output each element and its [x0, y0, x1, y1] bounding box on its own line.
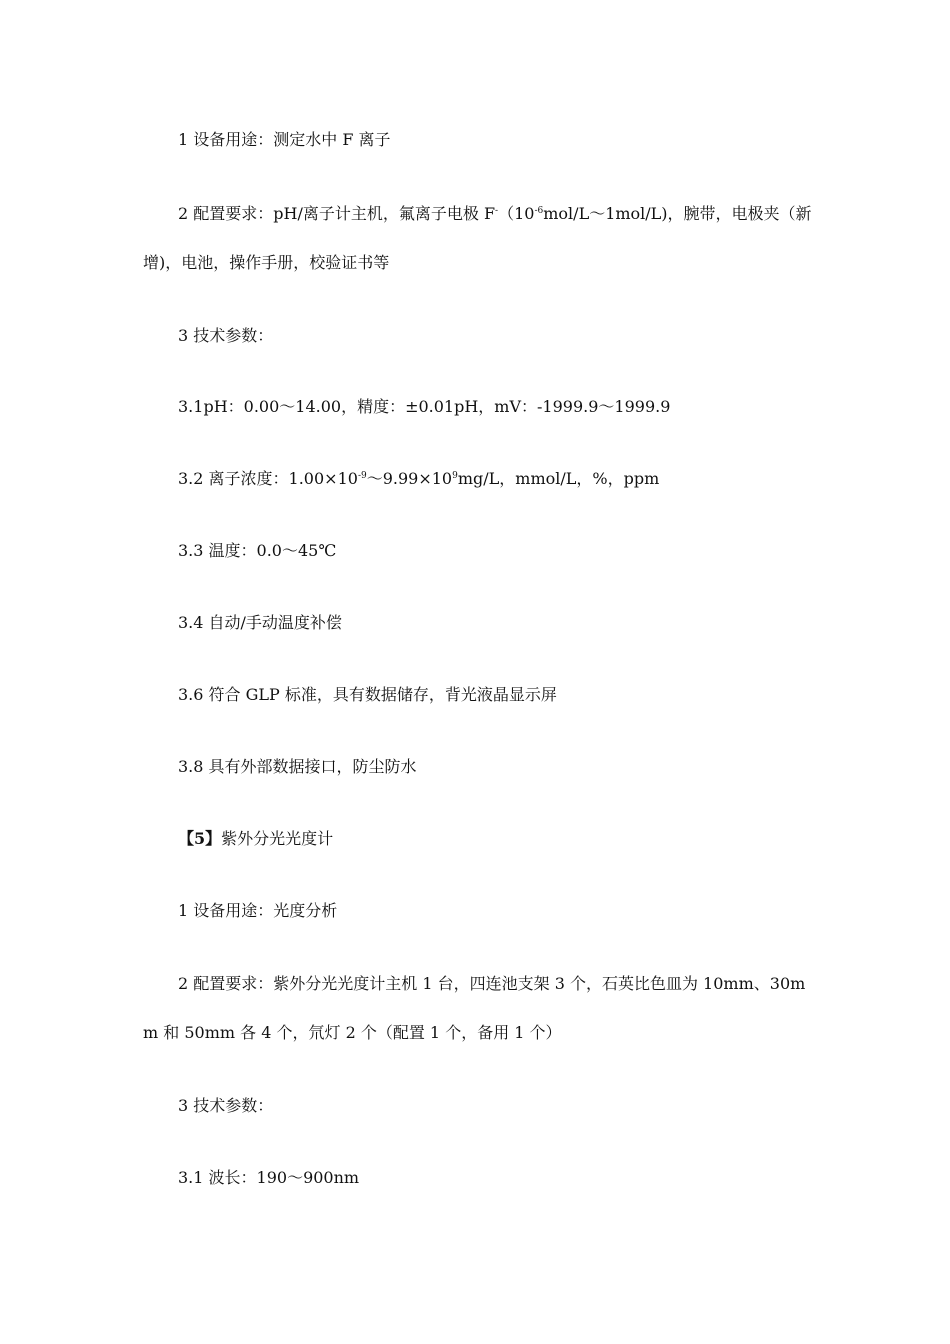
paragraph-device-use: 1 设备用途：测定水中 F 离子: [178, 130, 391, 149]
text: mg/L，mmol/L，%，ppm: [457, 469, 660, 488]
param-glp: 3.6 符合 GLP 标准，具有数据储存，背光液晶显示屏: [178, 685, 557, 704]
text: 3.2 离子浓度：1.00×10: [178, 469, 358, 488]
uv-config-line2: m 和 50mm 各 4 个，氘灯 2 个（配置 1 个，备用 1 个）: [143, 1023, 562, 1042]
param-ph: 3.1pH：0.00～14.00，精度：±0.01pH，mV：-1999.9～1999.9: [178, 397, 671, 416]
section-number: 【5】: [178, 829, 222, 848]
uv-heading-tech-params: 3 技术参数：: [178, 1096, 274, 1115]
param-temp-compensation: 3.4 自动/手动温度补偿: [178, 613, 342, 632]
uv-param-wavelength: 3.1 波长：190～900nm: [178, 1168, 360, 1187]
section-heading-uv: [178, 829, 333, 849]
text: （10: [498, 204, 535, 223]
text: mol/L～1mol/L)，腕带，电极夹（新: [543, 204, 812, 223]
param-ion-concentration: [178, 469, 659, 489]
paragraph-config-line1: [178, 204, 812, 224]
heading-tech-params: 3 技术参数：: [178, 326, 274, 345]
section-title: 紫外分光光度计: [221, 829, 334, 848]
paragraph-config-line2: 增)，电池，操作手册，校验证书等: [143, 253, 390, 272]
superscript: -9: [357, 471, 367, 481]
superscript: 9: [452, 471, 458, 481]
superscript: -6: [534, 206, 544, 216]
text: ～9.99×10: [366, 469, 453, 488]
superscript: -: [495, 206, 499, 216]
param-interface: 3.8 具有外部数据接口，防尘防水: [178, 757, 417, 776]
uv-device-use: 1 设备用途：光度分析: [178, 901, 338, 920]
param-temperature: 3.3 温度：0.0～45℃: [178, 541, 337, 560]
text: 2 配置要求：pH/离子计主机，氟离子电极 F: [178, 204, 496, 223]
uv-config-line1: 2 配置要求：紫外分光光度计主机 1 台，四连池支架 3 个，石英比色皿为 10mm、30m: [178, 974, 806, 993]
